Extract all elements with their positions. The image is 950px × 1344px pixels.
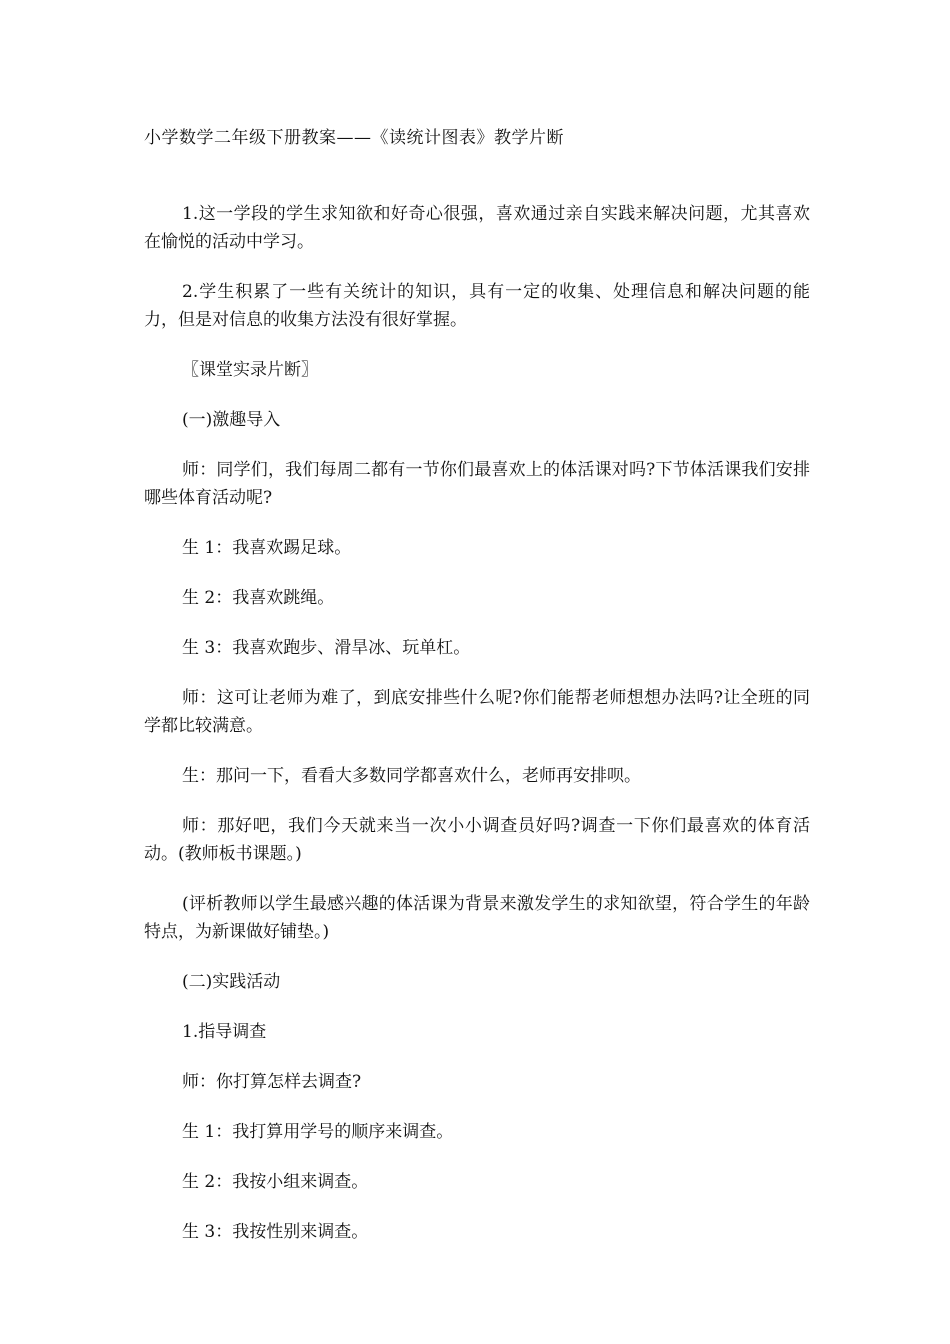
section-heading: (二)实践活动 [182, 972, 281, 992]
paragraph: 师：同学们，我们每周二都有一节你们最喜欢上的体活课对吗?下节体活课我们安排哪些体育活动呢? [144, 460, 810, 508]
paragraph: 2.学生积累了一些有关统计的知识，具有一定的收集、处理信息和解决问题的能力，但是对信息的收集方法没有很好掌握。 [144, 282, 810, 330]
paragraph: 生 1：我打算用学号的顺序来调查。 [182, 1122, 454, 1142]
section-heading: 〖课堂实录片断〗 [182, 360, 318, 380]
paragraph: 生 2：我喜欢跳绳。 [182, 588, 335, 608]
section-heading: (一)激趣导入 [182, 410, 281, 430]
paragraph: 生 3：我喜欢跑步、滑旱冰、玩单杠。 [182, 638, 471, 658]
paragraph: 1.这一学段的学生求知欲和好奇心很强，喜欢通过亲自实践来解决问题，尤其喜欢在愉悦的活动中学习。 [144, 204, 810, 252]
paragraph: 师：那好吧，我们今天就来当一次小小调查员好吗?调查一下你们最喜欢的体育活动。(教师板书课题。) [144, 816, 810, 864]
document-body [144, 200, 810, 1268]
paragraph: 师：这可让老师为难了，到底安排些什么呢?你们能帮老师想想办法吗?让全班的同学都比较满意。 [144, 688, 810, 736]
paragraph: 生 3：我按性别来调查。 [182, 1222, 369, 1242]
document-title: 小学数学二年级下册教案——《读统计图表》教学片断 [144, 128, 564, 148]
paragraph: 师：你打算怎样去调查? [182, 1072, 362, 1092]
paragraph: 生：那问一下，看看大多数同学都喜欢什么，老师再安排呗。 [182, 766, 641, 786]
paragraph: 生 2：我按小组来调查。 [182, 1172, 369, 1192]
paragraph: (评析教师以学生最感兴趣的体活课为背景来激发学生的求知欲望，符合学生的年龄特点，为新课做好铺垫。) [144, 894, 810, 942]
paragraph: 生 1：我喜欢踢足球。 [182, 538, 352, 558]
section-heading: 1.指导调查 [182, 1022, 267, 1042]
